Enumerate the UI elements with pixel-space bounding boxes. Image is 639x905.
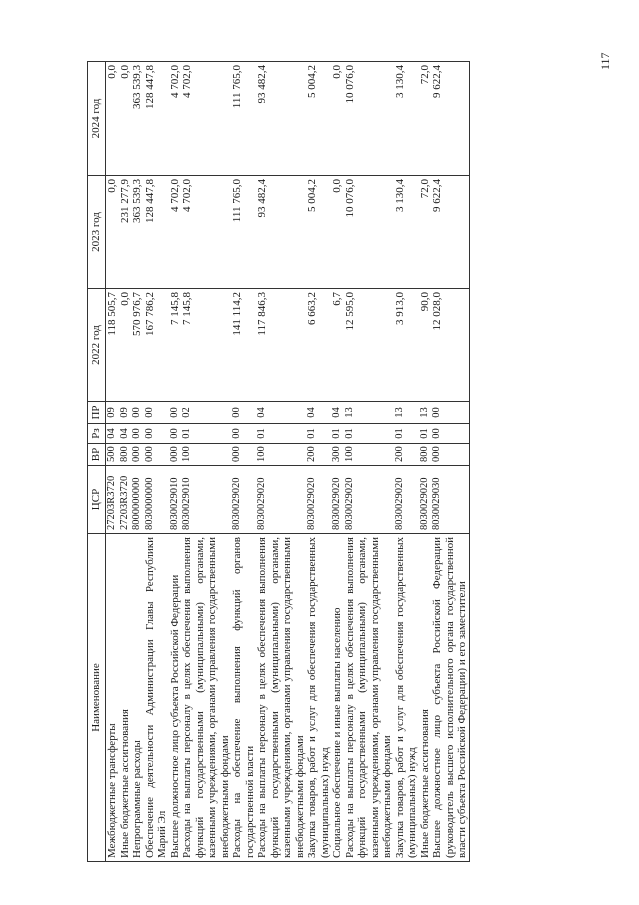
row-vr-cell: 000 xyxy=(431,444,469,466)
table-row xyxy=(256,62,306,862)
row-name-cell: Социальное обеспечение и иные выплаты населению xyxy=(331,534,344,862)
row-2023-cell: 9 622,4 xyxy=(431,176,469,289)
table-header-row xyxy=(88,62,106,862)
table-row xyxy=(431,62,469,862)
row-vr-cell: 000 xyxy=(231,444,256,466)
row-name-cell: Расходы на выплаты персоналу в целях обеспечения выполнения функций государственными (муниципальными) органами, казенными учреждениями, органами управления государственными внебюджетными фондами xyxy=(344,534,394,862)
header-name: Наименование xyxy=(88,534,106,862)
row-rz-cell: 01 xyxy=(419,424,432,444)
row-csr-cell: 8030029020 xyxy=(419,466,432,534)
row-2024-cell: 111 765,0 xyxy=(231,62,256,176)
row-vr-cell: 800 xyxy=(419,444,432,466)
row-pr-cell: 09 xyxy=(119,402,132,424)
row-csr-cell: 27203R3720 xyxy=(119,466,132,534)
row-csr-cell: 27203R3720 xyxy=(106,466,119,534)
table-body xyxy=(106,62,470,862)
row-2023-cell: 4 702,0 xyxy=(169,176,182,289)
row-2024-cell: 72,0 xyxy=(419,62,432,176)
row-rz-cell: 01 xyxy=(306,424,331,444)
row-pr-cell: 00 xyxy=(231,402,256,424)
row-2023-cell: 111 765,0 xyxy=(231,176,256,289)
row-name-cell: Межбюджетные трансферты xyxy=(106,534,119,862)
row-2023-cell: 0,0 xyxy=(331,176,344,289)
row-pr-cell: 04 xyxy=(331,402,344,424)
row-pr-cell: 00 xyxy=(144,402,169,424)
row-name-cell: Высшее должностное лицо субъекта Российской Федерации xyxy=(169,534,182,862)
row-csr-cell: 8030029010 xyxy=(181,466,231,534)
table-row xyxy=(331,62,344,862)
row-csr-cell: 8030029020 xyxy=(344,466,394,534)
row-vr-cell: 200 xyxy=(306,444,331,466)
row-vr-cell: 500 xyxy=(106,444,119,466)
row-2023-cell: 10 076,0 xyxy=(344,176,394,289)
row-csr-cell: 8030029020 xyxy=(256,466,306,534)
row-pr-cell: 13 xyxy=(344,402,394,424)
row-name-cell: Закупка товаров, работ и услуг для обеспечения государственных (муниципальных) нужд xyxy=(394,534,419,862)
row-2024-cell: 4 702,0 xyxy=(181,62,231,176)
row-csr-cell: 8030029030 xyxy=(431,466,469,534)
row-csr-cell: 8030029020 xyxy=(331,466,344,534)
row-rz-cell: 00 xyxy=(144,424,169,444)
row-pr-cell: 09 xyxy=(106,402,119,424)
header-vr: ВР xyxy=(88,444,106,466)
row-rz-cell: 01 xyxy=(181,424,231,444)
row-vr-cell: 000 xyxy=(169,444,182,466)
row-rz-cell: 04 xyxy=(119,424,132,444)
table-row xyxy=(119,62,132,862)
row-name-cell: Непрограммные расходы xyxy=(131,534,144,862)
header-rz: Рз xyxy=(88,424,106,444)
row-2022-cell: 167 786,2 xyxy=(144,289,169,402)
row-2024-cell: 5 004,2 xyxy=(306,62,331,176)
row-vr-cell: 200 xyxy=(394,444,419,466)
row-name-cell: Расходы на выплаты персоналу в целях обеспечения выполнения функций государственными (муниципальными) органами, казенными учреждениями, органами управления государственными внебюджетными фондами xyxy=(181,534,231,862)
table-row xyxy=(306,62,331,862)
row-vr-cell: 000 xyxy=(144,444,169,466)
row-vr-cell: 100 xyxy=(344,444,394,466)
table-row xyxy=(181,62,231,862)
row-2024-cell: 363 539,3 xyxy=(131,62,144,176)
row-csr-cell: 8030000000 xyxy=(144,466,169,534)
row-csr-cell: 8000000000 xyxy=(131,466,144,534)
table-row xyxy=(144,62,169,862)
row-2022-cell: 141 114,2 xyxy=(231,289,256,402)
row-pr-cell: 13 xyxy=(394,402,419,424)
row-2022-cell: 570 976,7 xyxy=(131,289,144,402)
row-rz-cell: 01 xyxy=(256,424,306,444)
row-2023-cell: 363 539,3 xyxy=(131,176,144,289)
row-rz-cell: 00 xyxy=(131,424,144,444)
row-2024-cell: 10 076,0 xyxy=(344,62,394,176)
row-2022-cell: 12 595,0 xyxy=(344,289,394,402)
budget-table xyxy=(87,61,470,862)
row-2023-cell: 5 004,2 xyxy=(306,176,331,289)
header-2024: 2024 год xyxy=(88,62,106,176)
table-row xyxy=(169,62,182,862)
row-name-cell: Высшее должностное лицо субъекта Российской Федерации (руководитель высшего исполнительного органа государственной власти субъекта Российской Федерации) и его заместители xyxy=(431,534,469,862)
row-2023-cell: 128 447,8 xyxy=(144,176,169,289)
row-name-cell: Иные бюджетные ассигнования xyxy=(119,534,132,862)
row-csr-cell: 8030029020 xyxy=(306,466,331,534)
row-pr-cell: 02 xyxy=(181,402,231,424)
row-2024-cell: 0,0 xyxy=(331,62,344,176)
row-rz-cell: 01 xyxy=(394,424,419,444)
row-rz-cell: 00 xyxy=(231,424,256,444)
row-2023-cell: 0,0 xyxy=(106,176,119,289)
page-number: 117 xyxy=(598,52,612,70)
row-name-cell: Закупка товаров, работ и услуг для обеспечения государственных (муниципальных) нужд xyxy=(306,534,331,862)
rotated-table-area xyxy=(87,62,547,862)
row-vr-cell: 000 xyxy=(131,444,144,466)
row-pr-cell: 00 xyxy=(131,402,144,424)
row-2024-cell: 128 447,8 xyxy=(144,62,169,176)
row-rz-cell: 01 xyxy=(344,424,394,444)
row-name-cell: Расходы на обеспечение выполнения функций органов государственной власти xyxy=(231,534,256,862)
table-row xyxy=(131,62,144,862)
table-row xyxy=(106,62,119,862)
row-csr-cell: 8030029010 xyxy=(169,466,182,534)
row-2024-cell: 0,0 xyxy=(106,62,119,176)
row-2022-cell: 0,0 xyxy=(119,289,132,402)
row-vr-cell: 300 xyxy=(331,444,344,466)
row-2023-cell: 231 277,9 xyxy=(119,176,132,289)
row-name-cell: Расходы на выплаты персоналу в целях обеспечения выполнения функций государственными (муниципальными) органами, казенными учреждениями, органами управления государственными внебюджетными фондами xyxy=(256,534,306,862)
row-rz-cell: 01 xyxy=(331,424,344,444)
header-2023: 2023 год xyxy=(88,176,106,289)
row-2024-cell: 4 702,0 xyxy=(169,62,182,176)
row-2023-cell: 3 130,4 xyxy=(394,176,419,289)
row-2022-cell: 3 913,0 xyxy=(394,289,419,402)
row-pr-cell: 04 xyxy=(256,402,306,424)
row-rz-cell: 04 xyxy=(106,424,119,444)
row-2023-cell: 4 702,0 xyxy=(181,176,231,289)
table-row xyxy=(419,62,432,862)
header-csr: ЦСР xyxy=(88,466,106,534)
row-2022-cell: 117 846,3 xyxy=(256,289,306,402)
row-rz-cell: 00 xyxy=(431,424,469,444)
row-2024-cell: 3 130,4 xyxy=(394,62,419,176)
row-vr-cell: 100 xyxy=(181,444,231,466)
row-rz-cell: 00 xyxy=(169,424,182,444)
row-2022-cell: 7 145,8 xyxy=(169,289,182,402)
row-2022-cell: 6,7 xyxy=(331,289,344,402)
row-name-cell: Иные бюджетные ассигнования xyxy=(419,534,432,862)
table-row xyxy=(231,62,256,862)
row-2022-cell: 118 505,7 xyxy=(106,289,119,402)
table-row xyxy=(394,62,419,862)
row-pr-cell: 04 xyxy=(306,402,331,424)
row-csr-cell: 8030029020 xyxy=(231,466,256,534)
table-row xyxy=(344,62,394,862)
row-2024-cell: 93 482,4 xyxy=(256,62,306,176)
row-2022-cell: 90,0 xyxy=(419,289,432,402)
row-vr-cell: 800 xyxy=(119,444,132,466)
row-2024-cell: 9 622,4 xyxy=(431,62,469,176)
row-2023-cell: 72,0 xyxy=(419,176,432,289)
header-pr: ПР xyxy=(88,402,106,424)
row-2022-cell: 7 145,8 xyxy=(181,289,231,402)
row-2023-cell: 93 482,4 xyxy=(256,176,306,289)
row-2022-cell: 12 028,0 xyxy=(431,289,469,402)
row-pr-cell: 00 xyxy=(169,402,182,424)
row-vr-cell: 100 xyxy=(256,444,306,466)
row-2024-cell: 0,0 xyxy=(119,62,132,176)
row-name-cell: Обеспечение деятельности Администрации Главы Республики Марий Эл xyxy=(144,534,169,862)
row-pr-cell: 00 xyxy=(431,402,469,424)
header-2022: 2022 год xyxy=(88,289,106,402)
row-pr-cell: 13 xyxy=(419,402,432,424)
row-csr-cell: 8030029020 xyxy=(394,466,419,534)
row-2022-cell: 6 663,2 xyxy=(306,289,331,402)
